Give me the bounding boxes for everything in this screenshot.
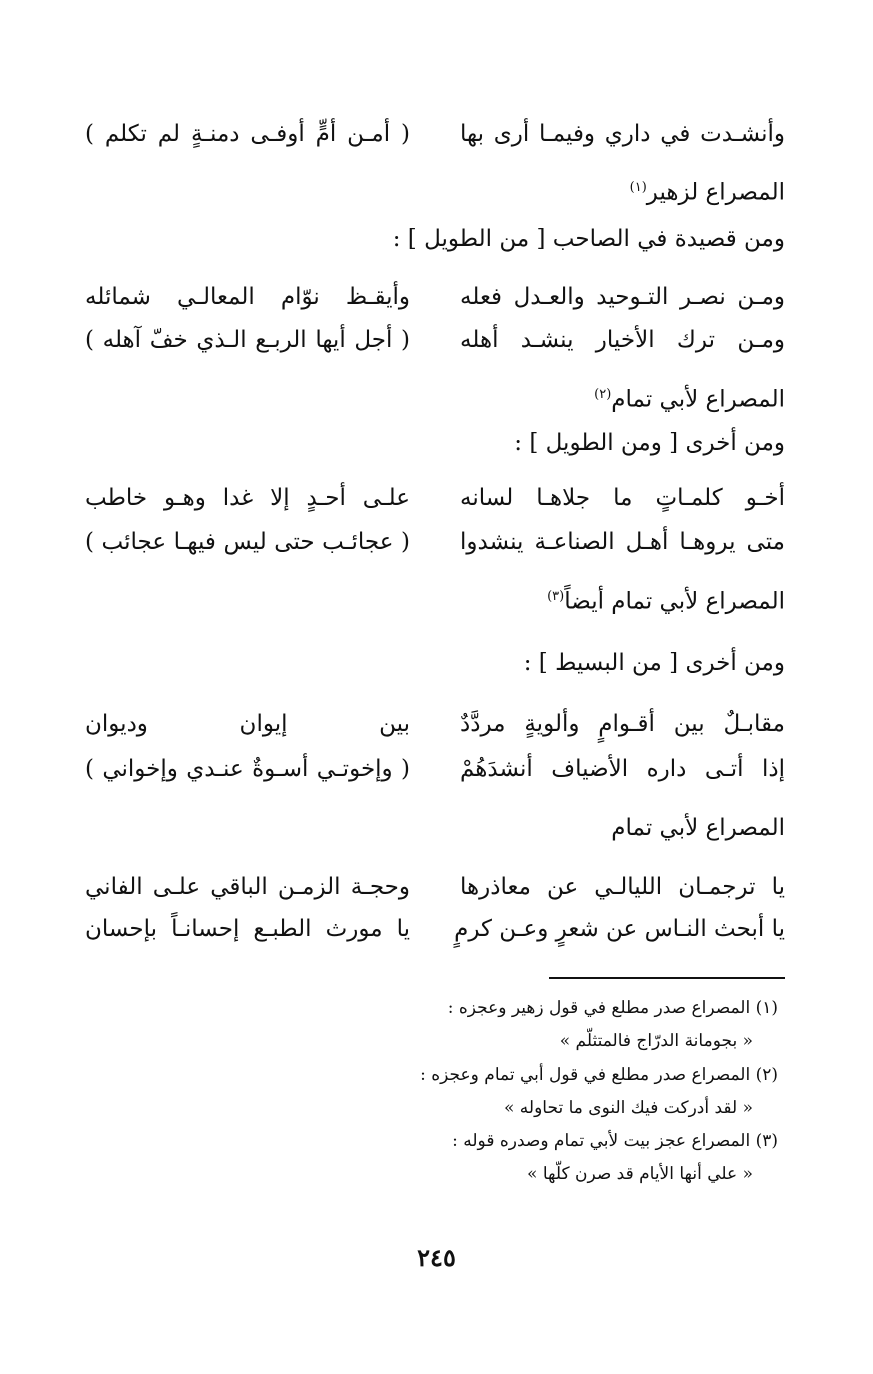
attribution-text: المصراع لأبي تمام أيضاً (564, 588, 785, 615)
section-intro: ومن أخرى [ من البسيط ] : (523, 650, 785, 676)
verse-first-hemistich: يا أبحث النـاس عن شعرٍ وعـن كرمٍ (454, 916, 785, 942)
footnote-quote: « لقد أدركت فيك النوى ما تحاوله » (504, 1098, 753, 1118)
verse-second-hemistich: ( أجل أيها الربـع الـذي خفّ آهله ) (85, 327, 410, 353)
verse-second-hemistich: ( عجائـب حتى ليس فيهـا عجائب ) (85, 529, 410, 555)
verse-first-hemistich: وأنشـدت في داري وفيمـا أرى بها (460, 121, 785, 147)
section-intro: ومن أخرى [ ومن الطويل ] : (514, 430, 785, 456)
attribution-line (630, 181, 785, 205)
footnote-line: (٣) المصراع عجز بيت لأبي تمام وصدره قوله : (452, 1131, 778, 1151)
verse-first-hemistich: متى يروهـا أهـل الصناعـة ينشدوا (460, 529, 785, 555)
page-number: ٢٤٥ (417, 1243, 456, 1272)
verse-first-hemistich: ومـن ترك الأخيار ينشـد أهله (460, 327, 785, 353)
verse-second-hemistich: بين إيوان وديوان (85, 711, 410, 737)
attribution-text: المصراع لأبي تمام (611, 386, 785, 413)
attribution-text: المصراع لأبي تمام (611, 815, 785, 841)
section-intro: ومن قصيدة في الصاحب [ من الطويل ] : (392, 226, 785, 252)
footnote-quote: « علي أنها الأيام قد صرن كلّها » (527, 1164, 753, 1184)
footnote-marker: (٣) (547, 589, 565, 604)
footnote-separator (549, 977, 785, 979)
verse-first-hemistich: أخـو كلمـاتٍ ما جلاهـا لسانه (460, 485, 785, 511)
attribution-text: المصراع لزهير (646, 179, 785, 206)
footnote-marker: (٢) (594, 387, 612, 402)
verse-first-hemistich: ومـن نصـر التـوحيد والعـدل فعله (460, 284, 785, 310)
verse-first-hemistich: مقابـلٌ بين أقـوامٍ وألويةٍ مردَّدٌ (460, 711, 785, 737)
verse-second-hemistich: وأيقـظ نوّام المعالـي شمائله (85, 284, 410, 310)
footnote-quote: « بجومانة الدرّاج فالمتثلّم » (559, 1031, 753, 1051)
verse-second-hemistich: علـى أحـدٍ إلا غدا وهـو خاطب (85, 485, 410, 511)
verse-second-hemistich: وحجـة الزمـن الباقي علـى الفاني (85, 874, 410, 900)
attribution-line (594, 388, 785, 412)
verse-first-hemistich: يا ترجمـان الليالـي عن معاذرها (460, 874, 785, 900)
attribution-line (611, 817, 785, 840)
footnote-marker: (١) (629, 180, 647, 195)
verse-second-hemistich: ( أمـن أمٍّ أوفـى دمنـةٍ لم تكلم ) (85, 121, 410, 147)
footnote-line: (٢) المصراع صدر مطلع في قول أبي تمام وعجزه : (420, 1065, 778, 1085)
verse-second-hemistich: يا مورث الطبـع إحسانـاً بإحسان (85, 916, 410, 942)
verse-first-hemistich: إذا أتـى داره الأضياف أنشدَهُمْ (460, 756, 785, 782)
footnote-line: (١) المصراع صدر مطلع في قول زهير وعجزه : (447, 998, 778, 1018)
attribution-line (547, 590, 785, 614)
verse-second-hemistich: ( وإخوتـي أسـوةٌ عنـدي وإخواني ) (85, 756, 410, 782)
